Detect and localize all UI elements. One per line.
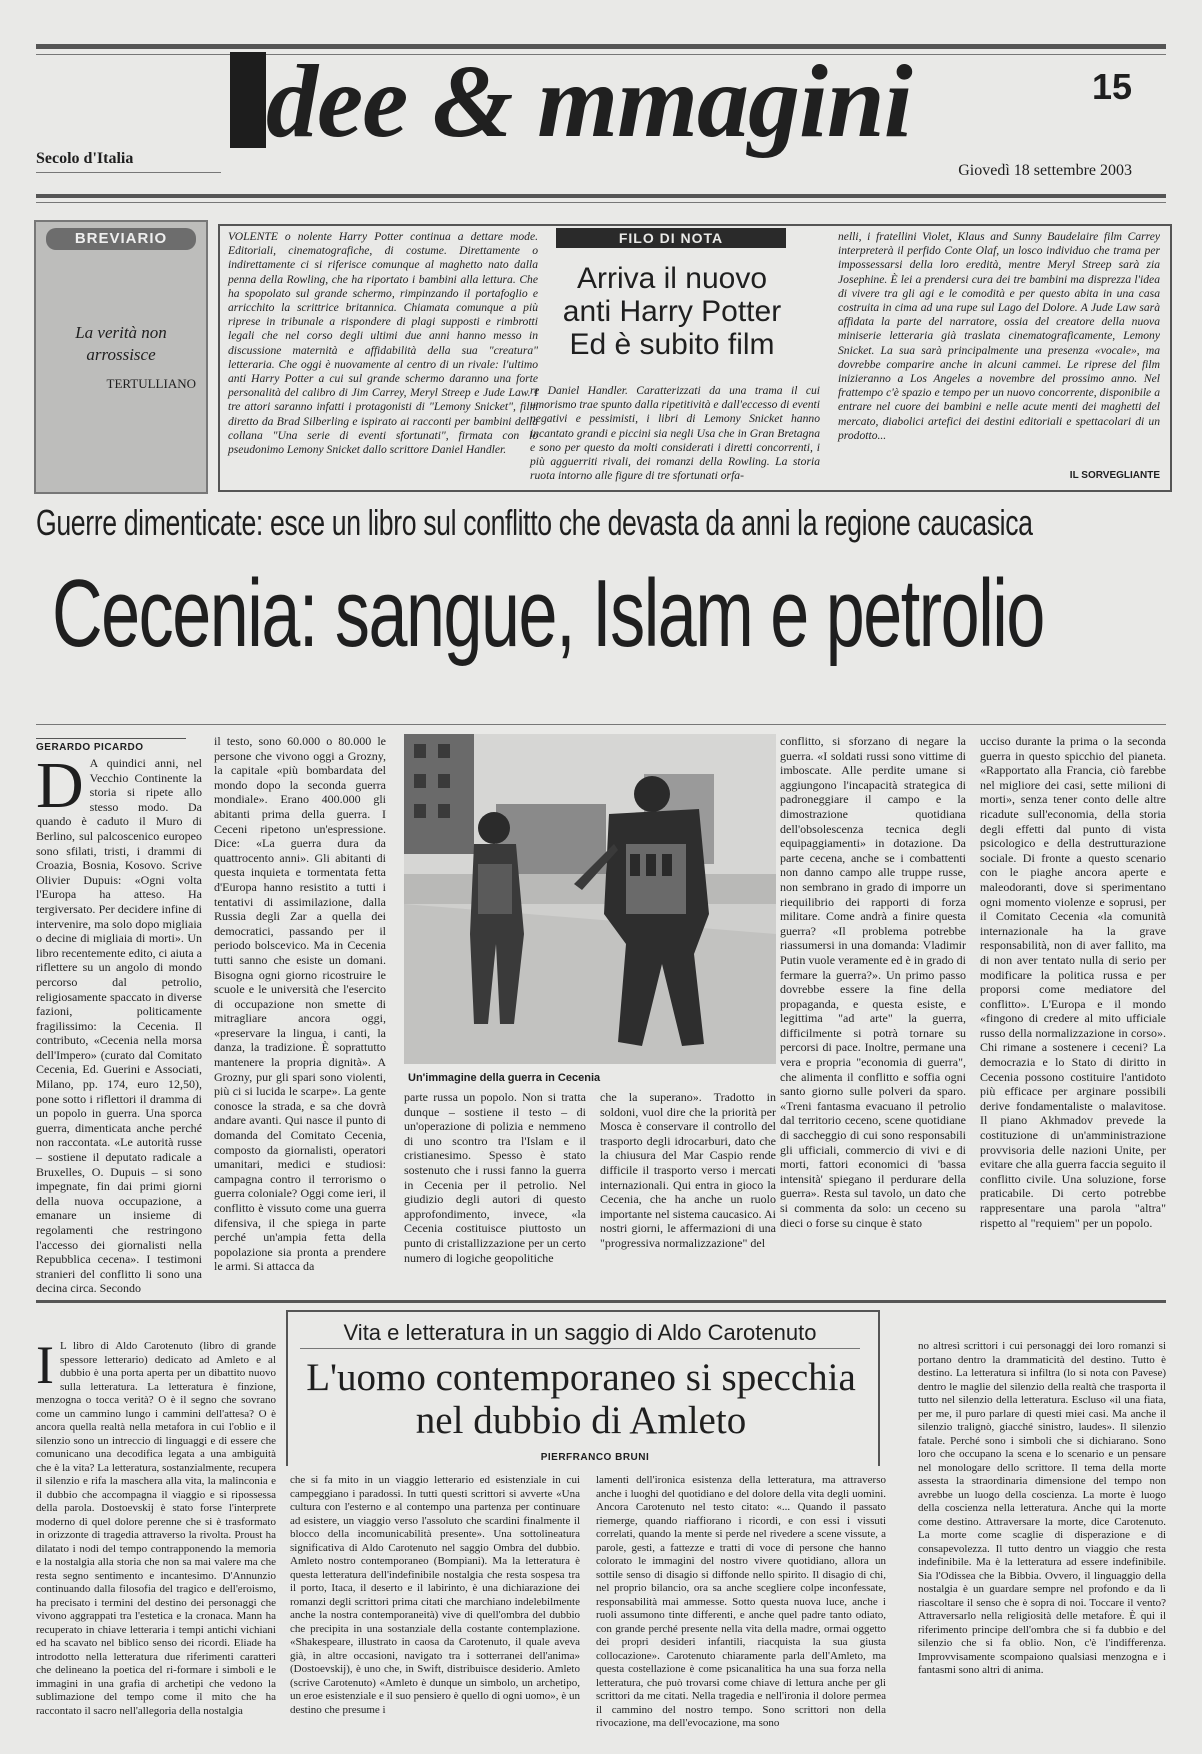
main-headline: Cecenia: sangue, Islam e petrolio (52, 560, 1044, 667)
header-bottom-rule-thin (36, 202, 1166, 203)
filo-signature: IL SORVEGLIANTE (1069, 470, 1160, 481)
war-photo-illustration (404, 734, 776, 1064)
bottom-kicker-rule (300, 1348, 860, 1349)
main-column-3: parte russa un popolo. Non si tratta dunque – sostiene il testo – di un'operazione di polizia e nemmeno di uno scontro tra l'Islam e il cristianesimo. Spesso è stato sostenuto che i russi fanno la guerra in Cecenia per il petrolio. Nel giudizio degli autori di questo approfondimento, invece, «la Cecenia costituisce piuttosto un punto di cristallizzazione per un certo numero di logiche geopolitiche (404, 1090, 586, 1265)
main-column-6: ucciso durante la prima o la seconda guerra in questo spicchio del pianeta. «Rapportato alla Francia, ciò farebbe nel migliore dei casi, sette milioni di morti», senza tener conto delle altre ricadute sull'economia, della storia degli effetti dal punto di vista psicologico e della destrutturazione sociale. Di fronte a questo scenario con le piaghe ancora aperte e maleodoranti, dove si sperimentano ogni momento violenze e soprusi, per il Comitato Cecenia «la comunità internazionale ha la grave responsabilità, non di aver fallito, ma di non aver tentato nulla di serio per modificare la politica russa e per proporsi come mediatore del conflitto». L'Europa e il mondo «fingono di credere al mito ufficiale russo della normalizzazione in corso». Chi rimane a sostenere i ceceni? La democrazia e lo Stato di diritto in Cecenia possono costituire l'antidoto più efficace per arginare possibili derive fondamentaliste o malavitose. Il piano Akhmadov prevede la costituzione di un'amministrazione provvisoria delle nazioni Unite, per evitare che alla guerra faccia seguito il conflitto civile. Una soluzione, forse praticabile. Di certo potrebbe rappresentare una parola "altra" rispetto al "requiem" per un popolo. (980, 734, 1166, 1230)
main-column-2: il testo, sono 60.000 o 80.000 le persone che vivono oggi a Grozny, la capitale «più bombardata del mondo dopo la seconda guerra mondiale». Erano 400.000 gli abitanti prima della guerra. I Ceceni ripetono un'espressione. Dice: «La guerra dura da quattrocento anni». Gli abitanti di questa inquieta e tormentata fetta d'Europa hanno resistito a tutti i tentativi di assimilazione, dalla Russia degli Zar a quella dei democratici, passando per il periodo bolscevico. Ma in Cecenia tutti sanno che esiste un domani. Bisogna ogni giorno ricostruire le scuole e le università che l'esercito di occupazione non smette di mitragliare ancora oggi, «preservare la lingua, i canti, la danza, la tradizione. È soprattutto mantenere la propria dignità». A Grozny, pur gli spari sono violenti, più ci si lucida le scarpe». La gente conosce la strada, e sa che dovrà andare avanti. Qui nasce il punto di domanda del Comitato Cecenia, composto da giornalisti, operatori umanitari, medici e studiosi: campagna contro il terrorismo o guerra coloniale? Oggi come ieri, il conflitto è vissuto come una guerra difensiva, il che spiega in parte perché un'ampia fetta della popolazione sia pronta a prendere le armi. Si attacca da (214, 734, 386, 1274)
main-kicker: Guerre dimenticate: esce un libro sul conflitto che devasta da anni la regione caucasica (36, 502, 1033, 543)
war-photo (404, 734, 776, 1064)
headline-rule (36, 724, 1166, 725)
page-number: 15 (1091, 66, 1132, 107)
photo-caption: Un'immagine della guerra in Cecenia (408, 1072, 601, 1084)
bottom-column-4: no altresì scrittori i cui personaggi dei loro romanzi si portano dentro la drammaticità del destino. Tutto è destino. La letteratura si infiltra (lo si nota con Pavese) dentro le maglie del silenzio della realtà che trasporta il tutto nel silenzio della letteratura. Escluso «il una fiata, per me, il puro parlare di questi miei casi. Ma anche il silenzio tralignò, giacché sinistro, laudes». Il silenzio fatale. Perché sono i simboli che si dichiarano. Sono loro che occupano la scena e lo scenario e un pensare nel monologare dello scrittore. Il tema della morte assesta la straordinaria dimensione del tempo non avrebbe un luogo della coscienza. La morte è luogo della coscienza nella letteratura. Anche qui la morte come destino. Attraversare la morte, dice Carotenuto. La morte come scaglie di disperazione e di consapevolezza. Il tutto dentro un viaggio che resta indefinibile. Ma è la letteratura ad essere indefinibile. Sia l'Odissea che la Bibbia. Ovvero, il linguaggio della nostalgia è un guardare sempre nel profondo e da lì riascoltare il senso che è sopra di noi. Toccare il vento? Attraversarlo nella religiosità delle metafore. È qui il riferimento principe dell'ombra che si fa dubbio e del silenzio che si fa oblio. Non, c'è l'indifferenza. Improvvisamente scompaiono qualsiasi menzogna e i fantasmi sono altri di anima. (918, 1340, 1166, 1676)
filo-column-2: re Daniel Handler. Caratterizzati da una trama il cui umorismo trae spunto dalla ripetitività e dall'eccesso di eventi negativi e pessimisti, i libri di Lemony Snicket hanno incantato grandi e piccini sia negli Usa che in Gran Bretagna e sono per questo da molti considerati i diretti concorrenti, i più agguerriti rivali, dei romanzi della Rowling. La storia ruota intorno alle figure di tre sfortunati orfa- (530, 384, 820, 483)
masthead-text: dee & mmagini (266, 44, 912, 159)
filo-column-1: VOLENTE o nolente Harry Potter continua a dettare mode. Editoriali, cinematografiche, di costume. Direttamente o indirettamente ci si riferisce comunque al maghetto nato dalla penna della Rowling, che ha riportato i bambini alla lettura. Che ha spopolato sul grande schermo, rimpinzando il portafoglio e arricchito la scrittrice britannica. Chiamata comunque a più riprese in tribunale a rispondere di plagi supposti e rimbrotti legali che nel corso degli ultimi due anni hanno messo in discussione maternità e affidabilità della sua "creatura" letteraria. Che oggi è nuovamente al centro di un rivale: l'ultimo anti Harry Potter a cui sul grande schermo daranno una forte personalità del calibro di Jim Carrey, Meryl Streep e Jude Law. I tre attori saranno infatti i protagonisti di "Lemony Snicket", film diretto da Brad Silberling e ispirato ai racconti per bambini della collana "Una serie di eventi sfortunati", firmata con lo pseudonimo Lemony Snicket dallo scrittore Daniel Handler. (228, 230, 538, 457)
breviario-quote: La verità non arrossisce (75, 323, 167, 365)
filo-title: Arriva il nuovo anti Harry Potter Ed è subito film (562, 262, 782, 361)
main-byline: GERARDO PICARDO (36, 738, 186, 753)
bottom-section-rule (36, 1300, 1166, 1303)
bottom-column-1: I L libro di Aldo Carotenuto (libro di grande spessore letterario) dedicato ad Amleto e al dubbio è una porta aperta per un dibattito nuovo sulla letteratura. La letteratura è finzione, menzogna o tocca verità? O è il segno che sovrano come un cammino lungo i cammini dell'attesa? O è ancora quella realtà nella metafora in cui l'oblio e il silenzio sono un intreccio di linguaggi e di essere che comunicano una decodifica legata a una ambiguità che è la vita? La letteratura, sostanzialmente, recupera il silenzio e rifa la maschera alla vita, la malinconia e il dubbio che accompagna il viaggio e si ripossessa della parola. Dostoevskij è stato forse l'interprete moderno di quel dolore perenne che si è trasformato in orizzonte di tragedia attraverso la rivolta. Proust ha dilatato i nodi del tempo contrapponendo la memoria e la nostalgia alla storia che non sa mai valere ma che resta segno sentimento e incantesimo. D'Annunzio continuando dalla filosofia del tragico e dell'eroismo, ha precisato i termini del destino dei personaggi che vivono aggrappati tra l'estetica e la cronaca. Mann ha recuperato in chiave letteraria i tempi antichi vichiani ed ha scavato nel biblico senso dei ricordi. Eliade ha introdotto nella letteratura due riferimenti caratteri che delineano la poetica del ri-formare i simboli e le immagini in una grafia di archetipi che vedono la sublimazione del tempo come il mito che ha raccontato il sacro nell'allegoria della nostalgia (36, 1335, 276, 1717)
issue-date: Giovedì 18 settembre 2003 (958, 162, 1132, 179)
masthead-initial-block (230, 52, 266, 148)
bottom-title: L'uomo contemporaneo si specchia nel dubbio di Amleto (306, 1356, 856, 1442)
bottom-kicker: Vita e letteratura in un saggio di Aldo Carotenuto (343, 1320, 817, 1345)
bottom-column-3: lamenti dell'ironica esistenza della letteratura, ma attraverso anche i luoghi del quotidiano e del dolore della vita degli uomini. Ancora Carotenuto nel testo citato: «... Quando il passato riemerge, quando riaffiorano i ricordi, e con essi i vissuti correlati, quando la mente si perde nel rivedere a scene vissute, a parole, gesti, a fattezze e tratti di voce di persone che hanno colorato le immagini del nostro vivere quotidiano, allora un sottile senso di disagio si diffonde nello spirito. Il disagio di chi, nel proprio bilancio, ora sa anche scegliere colpe inconfessate, responsabilità mai ammesse. Sotto questa nuova luce, anche i ruoli assumono tinte differenti, e anche quel padre tanto odiato, con grande perché presente nella vita della madre, ormai oggetto dei propri desideri infantili, riacquista la sua giusta collocazione». Carotenuto chiaramente parla dell'Amleto, ma questa costellazione è come psicanalitica ha una sua forza nella letteratura, che può trovarsi come chiave di lettura anche per gli scrittori da me citati. Nella tragedia e nell'ironia il dolore permea il cammino del nostro tempo. Sono scrittori non della rivocazione, ma dell'evocazione, ma sono (596, 1474, 886, 1729)
main-column-4: che la superano». Tradotto in soldoni, vuol dire che la priorità per Mosca è conservare il controllo del trasporto degli idrocarburi, dato che la chiusura del Mar Caspio rende difficile il trasporto verso i mercati internazionali. Qui entra in gioco la Cecenia, che ha anche un ruolo importante nel sistema caucasico. Ai nostri giorni, le affermazioni di una "progressiva normalizzazione" del (600, 1090, 776, 1250)
main-column-5: conflitto, si sforzano di negare la guerra. «I soldati russi sono vittime di imboscate. Alle perdite umane si aggiungono l'incapacità strategica di padroneggiare il campo e la dimostrazione quotidiana dell'obsolescenza tecnica degli equipaggiamenti» in dotazione. Da parte cecena, anche se i combattenti non danno campo alle truppe russe, non sembrano in grado di imporre un riequilibrio dei rapporti di forza militare. Come andrà a finire questa guerra? «Il problema potrebbe riassumersi in una domanda: Vladimir Putin vuole veramente ed è in grado di fermare la guerra?». Un primo passo dovrebbe essere la fine della propaganda, e questa esiste, e legittima "ad arte" la guerra, difficilmente si potrà tornare su percorsi di pace. Inoltre, permane una vera e propria "economia di guerra", che alimenta il conflitto e soffia ogni santo giorno sulle polveri da sparo. «Treni fantasma evacuano il petrolio dal territorio ceceno, scene quotidiane di saccheggio di cui sono responsabili gli ufficiali, commercio di vivi e di morti, fattori economici di 'bassa intensità' spiegano il perdurare della guerra». Resta sul tavolo, un dato che si commenta da solo: un ceceno su dieci o forse su cinque è stato (780, 734, 966, 1230)
breviario-box (34, 220, 208, 494)
section-masthead (230, 44, 912, 159)
bottom-dropcap: I (36, 1335, 54, 1395)
filo-label: FILO DI NOTA (556, 228, 786, 248)
header-bottom-rule (36, 194, 1166, 198)
filo-column-3: nelli, i fratellini Violet, Klaus and Sunny Baudelaire film Carrey interpreterà il perfido Conte Olaf, un losco individuo che trama per impossessarsi della loro eredità, mentre Meryl Streep sarà zia Josephine. È lei a prendersi cura dei tre bambini ma disprezza l'idea di vivere tra gli agi e le comodità e per questo abita in una casa costruita in cima ad una rupe sul Lago del Dolore. A Jude Law sarà affidata la parte del narratore, ossia del creatore della nuova miniserie letteraria già traslata cinematograficamente, Lemony Snicket. La sua sarà principalmente una presenza «vocale», ma dovrebbe comparire anche in alcuni cammei. Le riprese del film inizieranno a Los Angeles a novembre del prossimo anno. Nel frattempo c'è spazio e tempo per un nuovo concorrente, disponibile a entrare nel cuore dei bambini e nelle acute menti dei maghetti del mercato, diabolici artefici dei destini editoriali e spettacolari di un prodotto... (838, 230, 1160, 442)
breviario-label: BREVIARIO (46, 228, 196, 250)
bottom-column-2: che si fa mito in un viaggio letterario ed esistenziale in cui campeggiano i paradossi. In tutti questi scrittori si avverte «Una cultura con l'esterno e al contempo una partenza per continuare ad esistere, un viaggio verso l'assoluto che scardini finalmente il blocco della incomunicabilità presente». Una sottolineatura significativa di Aldo Carotenuto nel saggio Ombra del dubbio. Amleto nostro contemporaneo (Bompiani). Ma la letteratura è questa letteratura dell'indefinibile nostalgia che resta sospesa tra il porto, Itaca, il deserto e il labirinto, è una dichiarazione dei romanzi degli scrittori prima citati che marchiano indelebilmente anche la nostra contemporaneità) vive di quell'ombra del dubbio che precipita in una sostanziale della costante contemplazione. «Shakespeare, illustrato in caosa da Carotenuto, il quale aveva già, in altre occasioni, navigato tra i sotterranei dell'anima» (Dostoevskij), è uno che, in Swift, distribuisce desiderio. Amleto (scrive Carotenuto) «Amleto è dunque un simbolo, un archetipo, un eroe esistenziale e il suo pensiero è quello di ogni uomo», è un destino che presume i (290, 1474, 580, 1716)
main-column-1: D A quindici anni, nel Vecchio Continente la storia si ripete allo stesso modo. Da quando è caduto il Muro di Berlino, sul palcoscenico europeo sono sfilati, tristi, i drammi di Croazia, Bosnia, Kosovo. Scrive Olivier Dupuis: «Ogni volta l'Europa ha atteso. Ha tergiversato. Per decidere infine di intervenire, ma solo dopo migliaia o decine di migliaia di morti». Un libro recentemente edito, ci aiuta a riflettere su un angolo di mondo percorso dal petrolio, religiosamente spaccato in diverse fazioni, politicamente fragilissimo: la Cecenia. Il contributo, «Cecenia nella morsa dell'Impero» (curato dal Comitato Cecenia, Ed. Guerini e Associati, Milano, pp. 174, euro 12,50), pone sotto i riflettori il dramma di un popolo in guerra. Una sporca guerra, dimenticata anche perché non raccontata. «Le autorità russe – sostiene il deputato radicale a Bruxelles, O. Dupuis – si sono impegnate, fin dai primi giorni della nuova occupazione, a emanare un insieme di regolamenti che restringono l'accesso dei giornalisti nella Repubblica cecena». I testimoni stranieri del conflitto li sono una decina circa. Secondo (36, 749, 202, 1296)
bottom-byline: PIERFRANCO BRUNI (540, 1452, 650, 1463)
name-underline (36, 172, 221, 173)
breviario-author: TERTULLIANO (106, 376, 196, 391)
newspaper-name: Secolo d'Italia (36, 150, 134, 167)
main-dropcap: D (36, 749, 84, 822)
